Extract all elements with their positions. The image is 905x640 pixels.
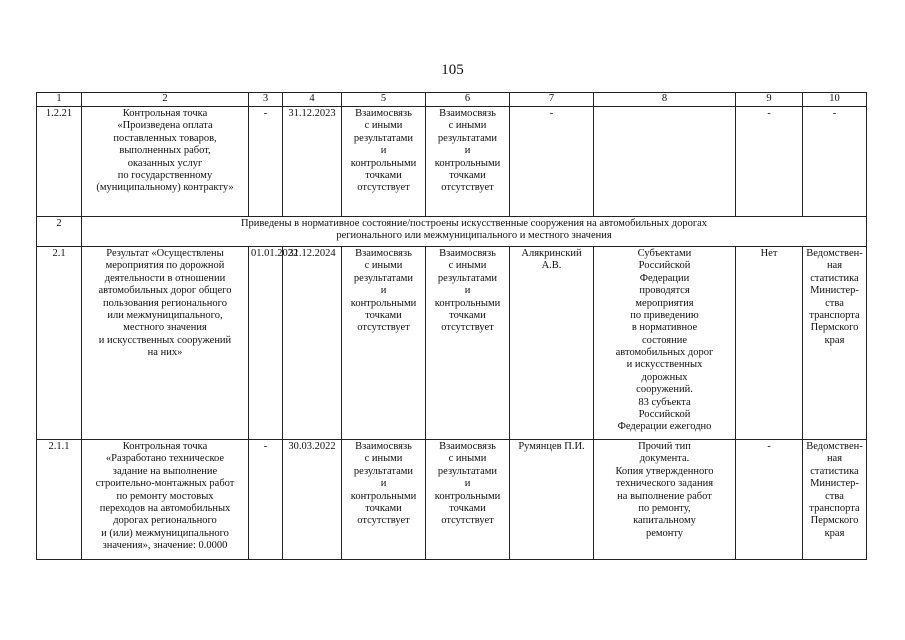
- column-header: 2: [82, 93, 249, 107]
- cell-start-date: -: [249, 107, 283, 217]
- cell-end-date: 31.12.2024: [283, 247, 342, 440]
- column-header: 3: [249, 93, 283, 107]
- cell-predecessors: Взаимосвязь с иными результатами и контрольными точками отсутствует: [342, 107, 426, 217]
- table-row: [37, 247, 867, 440]
- table-row: [37, 107, 867, 217]
- cell-name: Контрольная точка «Разработано техническое задание на выполнение строительно-монтажных работ по ремонту мостовых переходов на автомобильных дорогах регионального и (или) межмуниципального значения», значение: 0.0000: [82, 440, 249, 560]
- column-header: 4: [283, 93, 342, 107]
- cell-description: Субъектами Российской Федерации проводятся мероприятия по приведению в нормативное состояние автомобильных дорог и искусственных дорожных сооружений. 83 субъекта Российской Федерации ежегодно: [594, 247, 736, 440]
- table-row: [37, 440, 867, 560]
- cell-description: Прочий тип документа. Копия утвержденного технического задания на выполнение работ по ремонту, капитальному ремонту: [594, 440, 736, 560]
- cell-end-date: 31.12.2023: [283, 107, 342, 217]
- cell-name: Результат «Осуществлены мероприятия по дорожной деятельности в отношении автомобильных дорог общего пользования регионального или межмуниципального, местного значения и искусственных сооружений на них»: [82, 247, 249, 440]
- schedule-table: [36, 92, 867, 560]
- cell-source: -: [803, 107, 867, 217]
- column-header: 5: [342, 93, 426, 107]
- cell-start-date: 01.01.2022: [249, 247, 283, 440]
- column-number-row: [37, 93, 867, 107]
- column-header: 10: [803, 93, 867, 107]
- cell-name: Контрольная точка «Произведена оплата поставленных товаров, выполненных работ, оказанных услуг по государственному (муниципальному) контракту»: [82, 107, 249, 217]
- cell-successors: Взаимосвязь с иными результатами и контрольными точками отсутствует: [426, 107, 510, 217]
- section-title: Приведены в нормативное состояние/построены искусственные сооружения на автомобильных дорогах регионального или межмуниципального и местного значения: [82, 217, 867, 247]
- cell-info-system: -: [736, 107, 803, 217]
- cell-info-system: -: [736, 440, 803, 560]
- cell-end-date: 30.03.2022: [283, 440, 342, 560]
- cell-source: Ведомствен- ная статистика Министер- ства транспорта Пермского края: [803, 440, 867, 560]
- cell-responsible: Алякринский А.В.: [510, 247, 594, 440]
- cell-description: [594, 107, 736, 217]
- cell-number: 2.1.1: [37, 440, 82, 560]
- column-header: 8: [594, 93, 736, 107]
- cell-responsible: Румянцев П.И.: [510, 440, 594, 560]
- column-header: 7: [510, 93, 594, 107]
- cell-predecessors: Взаимосвязь с иными результатами и контрольными точками отсутствует: [342, 440, 426, 560]
- cell-successors: Взаимосвязь с иными результатами и контрольными точками отсутствует: [426, 440, 510, 560]
- column-header: 9: [736, 93, 803, 107]
- page-number: 105: [441, 62, 464, 78]
- cell-start-date: -: [249, 440, 283, 560]
- cell-source: Ведомствен- ная статистика Министер- ства транспорта Пермского края: [803, 247, 867, 440]
- cell-successors: Взаимосвязь с иными результатами и контрольными точками отсутствует: [426, 247, 510, 440]
- cell-predecessors: Взаимосвязь с иными результатами и контрольными точками отсутствует: [342, 247, 426, 440]
- cell-responsible: -: [510, 107, 594, 217]
- cell-number: 2.1: [37, 247, 82, 440]
- column-header: 6: [426, 93, 510, 107]
- section-row: [37, 217, 867, 247]
- cell-number: 2: [37, 217, 82, 247]
- cell-number: 1.2.21: [37, 107, 82, 217]
- column-header: 1: [37, 93, 82, 107]
- cell-info-system: Нет: [736, 247, 803, 440]
